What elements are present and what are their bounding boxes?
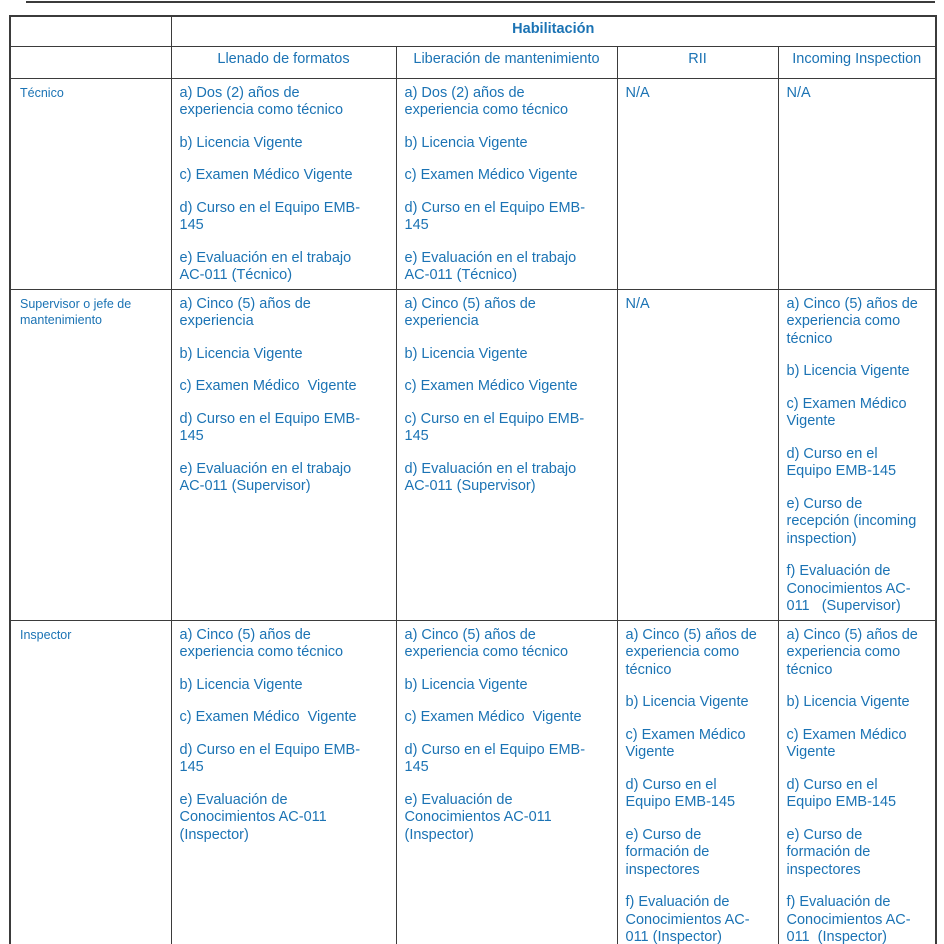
requirement-item: d) Curso en el Equipo EMB-145: [786, 776, 897, 810]
table-row: [10, 78, 936, 289]
requirement-item: N/A: [625, 84, 650, 101]
habilitacion-table: [9, 15, 937, 944]
role-cell: Técnico: [10, 78, 171, 289]
requirement-item: c) Examen Médico Vigente: [179, 709, 357, 725]
table-row: [10, 620, 936, 944]
requirement-item: a) Dos (2) años de experiencia como técnico: [179, 84, 344, 118]
requirement-item: d) Evaluación en el trabajo AC-011 (Supervisor): [404, 460, 580, 494]
requirement-cell: [617, 620, 778, 944]
requirement-item: c) Examen Médico Vigente: [625, 726, 750, 760]
requirement-item: c) Examen Médico Vigente: [179, 378, 357, 394]
requirement-item: b) Licencia Vigente: [786, 694, 910, 710]
requirement-cell: [396, 289, 617, 620]
requirement-item: c) Examen Médico Vigente: [404, 167, 578, 183]
column-header: Incoming Inspection: [778, 46, 936, 78]
requirement-item: f) Evaluación de Conocimientos AC-011 (Inspector): [625, 894, 750, 944]
requirement-item: b) Licencia Vigente: [404, 345, 528, 362]
header-row-columns: [10, 46, 936, 78]
requirement-item: c) Examen Médico Vigente: [404, 709, 582, 725]
requirement-item: e) Evaluación en el trabajo AC-011 (Técnico): [179, 249, 355, 283]
requirement-item: N/A: [786, 84, 811, 101]
requirement-cell: [778, 78, 936, 289]
role-cell: Supervisor o jefe de mantenimiento: [10, 289, 171, 620]
empty-header-cell: [10, 46, 171, 78]
requirement-item: b) Licencia Vigente: [179, 134, 303, 151]
requirement-item: a) Cinco (5) años de experiencia: [179, 295, 315, 329]
requirement-cell: [396, 620, 617, 944]
column-header: Liberación de mantenimiento: [396, 46, 617, 78]
column-header: Llenado de formatos: [171, 46, 396, 78]
requirement-item: e) Curso de formación de inspectores: [625, 826, 714, 878]
requirement-item: a) Cinco (5) años de experiencia como técnico: [786, 626, 922, 678]
header-row-title: [10, 16, 936, 46]
table-title: Habilitación: [512, 21, 595, 37]
requirement-item: a) Cinco (5) años de experiencia como técnico: [179, 626, 344, 660]
requirement-item: d) Curso en el Equipo EMB-145: [179, 741, 361, 775]
requirement-item: d) Curso en el Equipo EMB-145: [179, 199, 361, 233]
requirement-item: b) Licencia Vigente: [179, 345, 303, 362]
requirement-item: c) Examen Médico Vigente: [786, 726, 911, 760]
requirement-item: a) Cinco (5) años de experiencia como técnico: [404, 626, 569, 660]
requirement-item: e) Evaluación de Conocimientos AC-011 (Inspector): [179, 791, 331, 843]
requirement-cell: [617, 78, 778, 289]
requirement-item: c) Examen Médico Vigente: [179, 167, 353, 183]
requirement-item: e) Evaluación de Conocimientos AC-011 (Inspector): [404, 791, 556, 843]
requirement-item: a) Dos (2) años de experiencia como técnico: [404, 84, 569, 118]
requirement-item: a) Cinco (5) años de experiencia: [404, 295, 540, 329]
requirement-item: a) Cinco (5) años de experiencia como técnico: [625, 626, 761, 678]
column-header: RII: [617, 46, 778, 78]
requirement-item: b) Licencia Vigente: [786, 363, 910, 379]
requirement-cell: [396, 78, 617, 289]
requirement-cell: [171, 289, 396, 620]
requirement-item: a) Cinco (5) años de experiencia como técnico: [786, 295, 922, 347]
requirement-cell: [778, 620, 936, 944]
table-title-cell: [171, 16, 936, 46]
role-cell: Inspector: [10, 620, 171, 944]
requirement-item: e) Curso de formación de inspectores: [786, 826, 875, 878]
requirement-item: d) Curso en el Equipo EMB-145: [625, 776, 736, 810]
requirement-item: d) Curso en el Equipo EMB-145: [179, 410, 361, 444]
requirement-item: d) Curso en el Equipo EMB-145: [404, 199, 586, 233]
requirement-item: b) Licencia Vigente: [625, 694, 749, 710]
requirement-item: c) Examen Médico Vigente: [786, 395, 911, 429]
requirement-item: d) Curso en el Equipo EMB-145: [786, 445, 897, 479]
requirement-item: b) Licencia Vigente: [404, 676, 528, 693]
requirement-item: e) Evaluación en el trabajo AC-011 (Supervisor): [179, 460, 355, 494]
table-row: [10, 289, 936, 620]
requirement-item: N/A: [625, 295, 650, 312]
cropped-row-border: [26, 1, 935, 3]
requirement-item: f) Evaluación de Conocimientos AC-011 (Inspector): [786, 894, 911, 944]
requirement-cell: [171, 620, 396, 944]
requirement-item: c) Curso en el Equipo EMB-145: [404, 410, 585, 444]
requirement-item: b) Licencia Vigente: [404, 134, 528, 151]
requirement-item: f) Evaluación de Conocimientos AC-011 (Supervisor): [786, 563, 911, 614]
requirement-item: b) Licencia Vigente: [179, 676, 303, 693]
requirement-item: c) Examen Médico Vigente: [404, 378, 578, 394]
requirement-item: e) Curso de recepción (incoming inspection): [786, 495, 921, 547]
requirement-cell: [617, 289, 778, 620]
requirement-item: d) Curso en el Equipo EMB-145: [404, 741, 586, 775]
requirement-cell: [778, 289, 936, 620]
requirement-item: e) Evaluación en el trabajo AC-011 (Técnico): [404, 249, 580, 283]
empty-corner-cell: [10, 16, 171, 46]
requirement-cell: [171, 78, 396, 289]
